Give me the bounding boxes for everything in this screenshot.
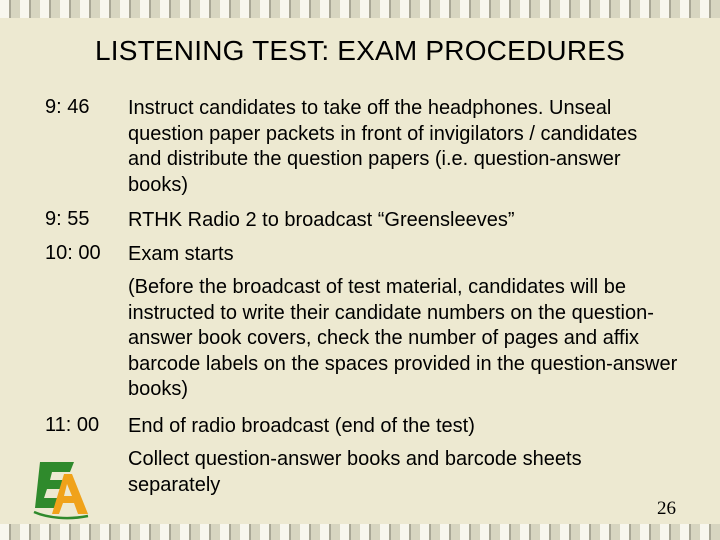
row-description: End of radio broadcast (end of the test): [128, 415, 475, 437]
slide-title: LISTENING TEST: EXAM PROCEDURES: [94, 35, 625, 66]
bottom-border-strip: [0, 524, 720, 540]
row-description: RTHK Radio 2 to broadcast “Greensleeves”: [128, 209, 515, 231]
hkeaa-logo: [30, 458, 92, 524]
row-description: Collect question-answer books and barcode sheets separately: [128, 448, 582, 496]
top-border-strip: [0, 0, 720, 18]
row-time: 11: 00: [45, 414, 100, 436]
row-description: Exam starts: [128, 243, 234, 265]
row-description: (Before the broadcast of test material, candidates will be instructed to write their candidate numbers on the question-answer book covers, check the number of pages and affix barcode labels on the spaces provided in the question-answer books): [128, 276, 678, 400]
row-time: 9: 55: [45, 208, 90, 230]
slide: [0, 18, 720, 524]
row-time: 10: 00: [45, 242, 101, 264]
row-description: Instruct candidates to take off the headphones. Unseal question paper packets in front of invigilators / candidates and distribute the question papers (i.e. question-answer books): [128, 97, 638, 196]
row-time: 9: 46: [45, 96, 90, 118]
page-number: 26: [657, 498, 676, 519]
